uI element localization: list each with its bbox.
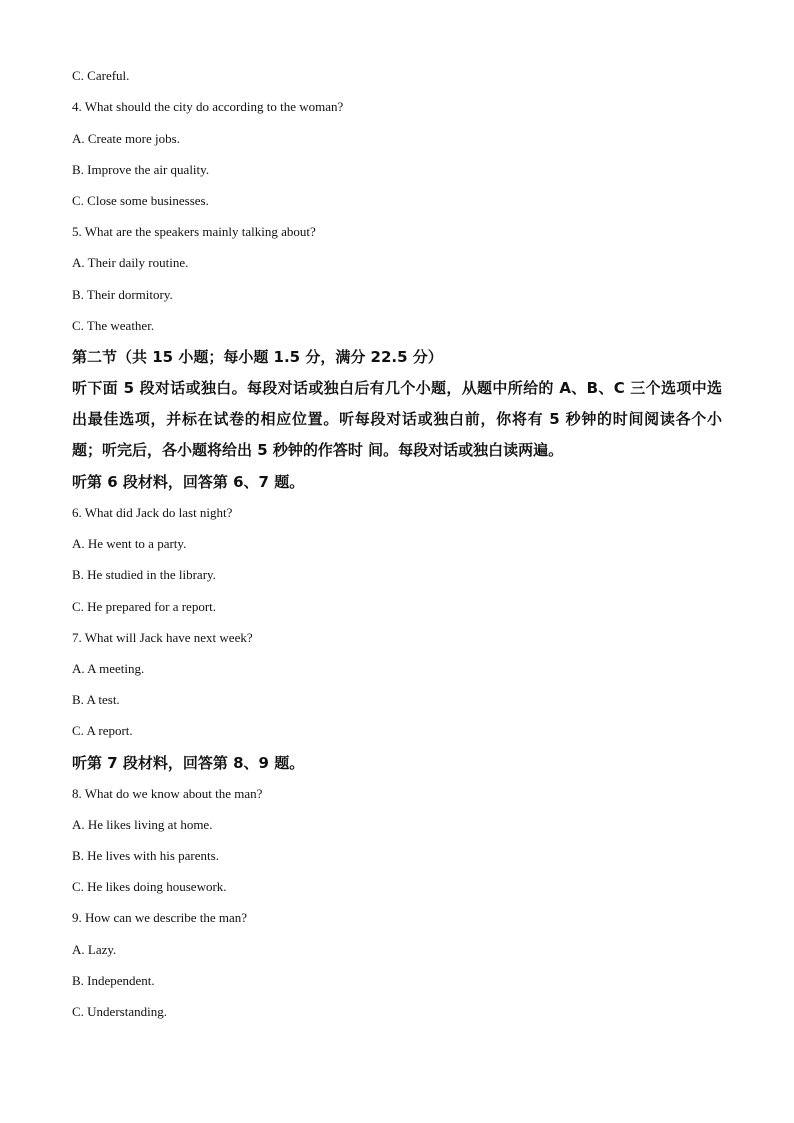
q9-option-c: C. Understanding. [72,1004,167,1019]
q5-question: 5. What are the speakers mainly talking about? [72,224,316,239]
q7-question: 7. What will Jack have next week? [72,630,253,645]
q5-option-a: A. Their daily routine. [72,255,189,270]
q6-option-c: C. He prepared for a report. [72,599,217,614]
material6-heading: 听第 6 段材料，回答第 6、7 题。 [72,473,305,491]
q6-option-a: A. He went to a party. [72,536,187,551]
q7-option-b: B. A test. [72,692,120,707]
q8-option-b: B. He lives with his parents. [72,848,219,863]
q9-option-b: B. Independent. [72,973,155,988]
q9-question: 9. How can we describe the man? [72,910,248,925]
q9-option-a: A. Lazy. [72,942,117,957]
q4-option-b: B. Improve the air quality. [72,162,210,177]
q7-option-c: C. A report. [72,723,133,738]
q5-option-b: B. Their dormitory. [72,287,173,302]
q4-question: 4. What should the city do according to the woman? [72,99,344,114]
q6-question: 6. What did Jack do last night? [72,505,233,520]
q8-question: 8. What do we know about the man? [72,786,263,801]
q5-option-c: C. The weather. [72,318,155,333]
q4-option-a: A. Create more jobs. [72,131,180,146]
q4-option-c: C. Close some businesses. [72,193,209,208]
q7-option-a: A. A meeting. [72,661,145,676]
material7-heading: 听第 7 段材料，回答第 8、9 题。 [72,754,305,772]
q3-option-c: C. Careful. [72,68,130,83]
q8-option-c: C. He likes doing housework. [72,879,227,894]
section2-title: 第二节（共 15 小题；每小题 1.5 分，满分 22.5 分） [72,348,443,366]
section2-instructions: 听下面 5 段对话或独白。每段对话或独白后有几个小题，从题中所给的 A、B、C 三个选项中选出最佳选项，并标在试卷的相应位置。听每段对话或独白前，你将有 5 秒钟的时间阅读各个小题；听完后，各小题将给出 5 秒钟的作答时 间。每段对话或独白读两遍。 [72,379,722,459]
q8-option-a: A. He likes living at home. [72,817,213,832]
q6-option-b: B. He studied in the library. [72,567,216,582]
